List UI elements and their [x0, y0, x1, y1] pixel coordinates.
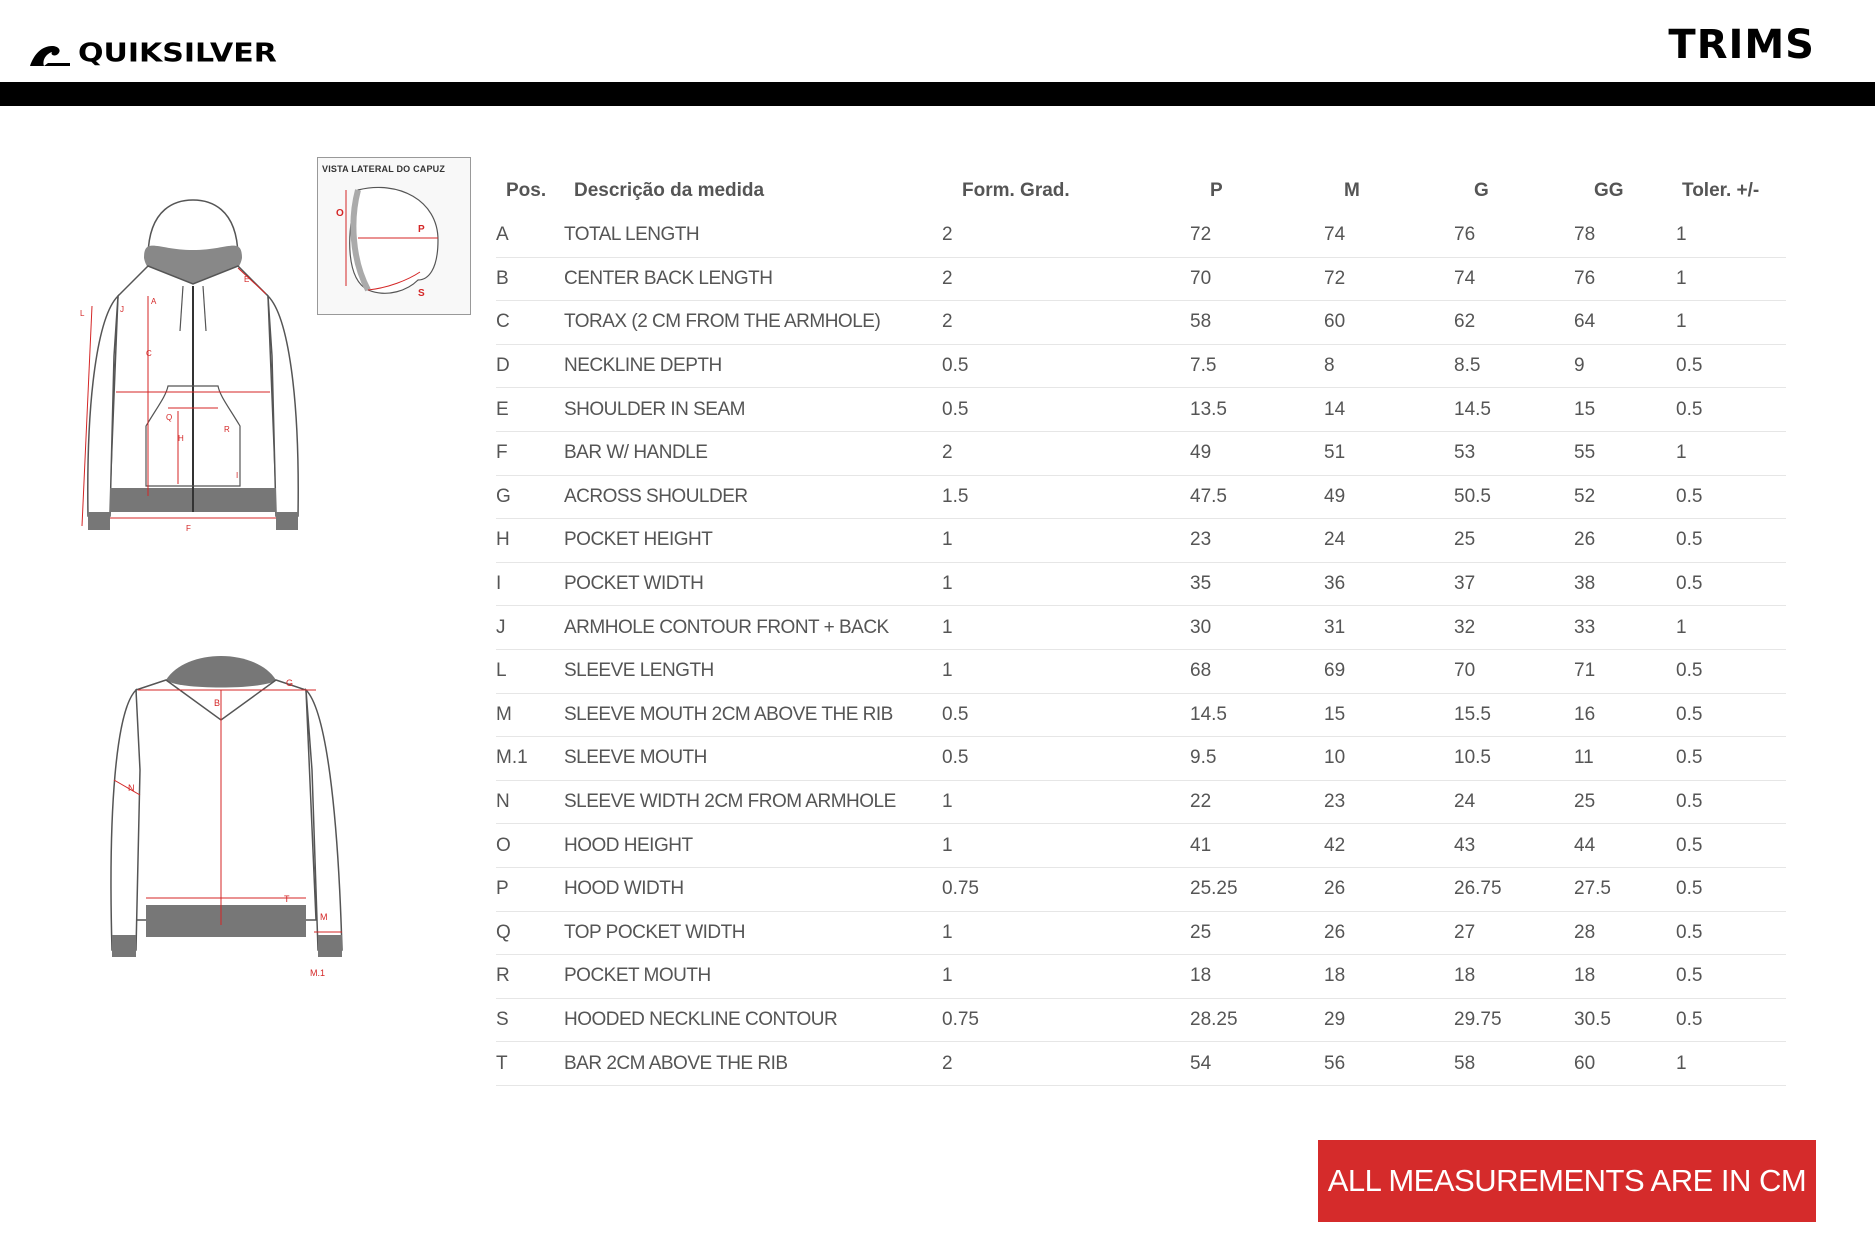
row-pos: M.1 — [496, 737, 564, 781]
row-description: POCKET WIDTH — [564, 562, 942, 606]
row-size-m: 72 — [1324, 257, 1454, 301]
row-grading: 1 — [942, 519, 1190, 563]
row-pos: T — [496, 1042, 564, 1086]
svg-text:G: G — [286, 678, 294, 688]
brand-wordmark: QUIKSILVER — [78, 38, 277, 69]
row-size-p: 7.5 — [1190, 344, 1324, 388]
hood-label-s: S — [418, 288, 425, 299]
row-size-p: 72 — [1190, 214, 1324, 257]
header-grad: Form. Grad. — [962, 180, 1070, 201]
row-size-p: 70 — [1190, 257, 1324, 301]
wave-logo-icon — [28, 40, 72, 68]
table-row — [496, 1042, 1786, 1086]
row-size-g: 29.75 — [1454, 998, 1574, 1042]
row-size-m: 18 — [1324, 955, 1454, 999]
table-row — [496, 475, 1786, 519]
row-size-g: 18 — [1454, 955, 1574, 999]
table-row — [496, 606, 1786, 650]
row-grading: 1 — [942, 562, 1190, 606]
row-pos: R — [496, 955, 564, 999]
row-size-gg: 25 — [1574, 780, 1676, 824]
row-size-g: 24 — [1454, 780, 1574, 824]
row-description: BAR W/ HANDLE — [564, 431, 942, 475]
header-size-g: G — [1474, 180, 1489, 201]
row-tolerance: 1 — [1676, 606, 1786, 650]
row-tolerance: 0.5 — [1676, 824, 1786, 868]
row-grading: 1 — [942, 649, 1190, 693]
row-size-p: 9.5 — [1190, 737, 1324, 781]
row-size-p: 47.5 — [1190, 475, 1324, 519]
row-size-g: 50.5 — [1454, 475, 1574, 519]
row-size-gg: 76 — [1574, 257, 1676, 301]
svg-text:A: A — [151, 297, 157, 306]
svg-text:T: T — [284, 894, 290, 904]
row-size-m: 8 — [1324, 344, 1454, 388]
row-size-m: 49 — [1324, 475, 1454, 519]
row-size-g: 26.75 — [1454, 867, 1574, 911]
row-pos: F — [496, 431, 564, 475]
row-pos: A — [496, 214, 564, 257]
row-pos: D — [496, 344, 564, 388]
row-size-g: 25 — [1454, 519, 1574, 563]
row-size-m: 23 — [1324, 780, 1454, 824]
svg-text:J: J — [120, 305, 124, 314]
row-description: HOODED NECKLINE CONTOUR — [564, 998, 942, 1042]
row-size-p: 35 — [1190, 562, 1324, 606]
row-size-m: 36 — [1324, 562, 1454, 606]
row-grading: 1 — [942, 606, 1190, 650]
row-size-m: 29 — [1324, 998, 1454, 1042]
row-size-gg: 28 — [1574, 911, 1676, 955]
table-row — [496, 693, 1786, 737]
row-grading: 1 — [942, 911, 1190, 955]
row-tolerance: 0.5 — [1676, 475, 1786, 519]
row-pos: I — [496, 562, 564, 606]
row-pos: B — [496, 257, 564, 301]
row-size-gg: 15 — [1574, 388, 1676, 432]
row-grading: 2 — [942, 214, 1190, 257]
row-pos: L — [496, 649, 564, 693]
row-grading: 0.75 — [942, 998, 1190, 1042]
units-note: ALL MEASUREMENTS ARE IN CM — [1327, 1163, 1807, 1198]
header-size-gg: GG — [1594, 180, 1624, 201]
row-size-m: 24 — [1324, 519, 1454, 563]
row-tolerance: 1 — [1676, 257, 1786, 301]
row-size-m: 31 — [1324, 606, 1454, 650]
table-row — [496, 911, 1786, 955]
table-row — [496, 562, 1786, 606]
row-size-gg: 64 — [1574, 301, 1676, 345]
row-description: SLEEVE LENGTH — [564, 649, 942, 693]
row-size-p: 68 — [1190, 649, 1324, 693]
row-size-p: 49 — [1190, 431, 1324, 475]
header-desc: Descrição da medida — [574, 180, 765, 201]
header-size-m: M — [1344, 180, 1360, 201]
row-size-m: 56 — [1324, 1042, 1454, 1086]
row-size-m: 15 — [1324, 693, 1454, 737]
row-size-gg: 71 — [1574, 649, 1676, 693]
row-size-m: 10 — [1324, 737, 1454, 781]
row-size-gg: 44 — [1574, 824, 1676, 868]
table-row — [496, 431, 1786, 475]
row-size-g: 43 — [1454, 824, 1574, 868]
row-size-g: 76 — [1454, 214, 1574, 257]
row-size-g: 74 — [1454, 257, 1574, 301]
header-size-p: P — [1210, 180, 1223, 201]
row-grading: 2 — [942, 431, 1190, 475]
row-pos: P — [496, 867, 564, 911]
row-tolerance: 1 — [1676, 431, 1786, 475]
row-description: TOTAL LENGTH — [564, 214, 942, 257]
row-description: SLEEVE WIDTH 2CM FROM ARMHOLE — [564, 780, 942, 824]
row-size-m: 51 — [1324, 431, 1454, 475]
row-pos: E — [496, 388, 564, 432]
row-pos: J — [496, 606, 564, 650]
row-size-g: 37 — [1454, 562, 1574, 606]
row-size-g: 14.5 — [1454, 388, 1574, 432]
row-size-g: 27 — [1454, 911, 1574, 955]
table-row — [496, 998, 1786, 1042]
row-pos: N — [496, 780, 564, 824]
row-size-gg: 60 — [1574, 1042, 1676, 1086]
svg-text:N: N — [128, 783, 135, 793]
row-tolerance: 1 — [1676, 214, 1786, 257]
row-grading: 0.5 — [942, 388, 1190, 432]
row-description: SLEEVE MOUTH — [564, 737, 942, 781]
table-header-row — [496, 168, 1786, 214]
hood-side-view-title: VISTA LATERAL DO CAPUZ — [322, 164, 446, 174]
row-description: NECKLINE DEPTH — [564, 344, 942, 388]
row-size-g: 10.5 — [1454, 737, 1574, 781]
svg-text:E: E — [244, 275, 250, 284]
row-size-g: 62 — [1454, 301, 1574, 345]
hood-label-o: O — [336, 208, 344, 219]
row-size-m: 60 — [1324, 301, 1454, 345]
svg-text:B: B — [214, 698, 221, 708]
svg-text:C: C — [146, 349, 152, 358]
row-grading: 1 — [942, 955, 1190, 999]
row-tolerance: 0.5 — [1676, 911, 1786, 955]
row-pos: O — [496, 824, 564, 868]
row-tolerance: 0.5 — [1676, 693, 1786, 737]
table-row — [496, 257, 1786, 301]
row-size-p: 13.5 — [1190, 388, 1324, 432]
row-tolerance: 0.5 — [1676, 562, 1786, 606]
row-size-gg: 38 — [1574, 562, 1676, 606]
row-grading: 0.75 — [942, 867, 1190, 911]
svg-text:R: R — [224, 425, 230, 434]
svg-text:L: L — [80, 309, 85, 318]
row-description: HOOD WIDTH — [564, 867, 942, 911]
row-grading: 2 — [942, 257, 1190, 301]
row-grading: 1 — [942, 824, 1190, 868]
row-size-m: 26 — [1324, 911, 1454, 955]
row-size-p: 58 — [1190, 301, 1324, 345]
hood-side-view — [317, 157, 471, 315]
svg-text:Q: Q — [166, 413, 173, 422]
measurement-table — [496, 168, 1786, 1086]
row-tolerance: 0.5 — [1676, 344, 1786, 388]
table-row — [496, 780, 1786, 824]
row-description: POCKET MOUTH — [564, 955, 942, 999]
row-size-p: 23 — [1190, 519, 1324, 563]
page-title: TRIMS — [1668, 22, 1815, 68]
row-size-gg: 26 — [1574, 519, 1676, 563]
row-size-gg: 78 — [1574, 214, 1676, 257]
svg-text:M.1: M.1 — [310, 968, 326, 978]
row-grading: 1.5 — [942, 475, 1190, 519]
row-description: CENTER BACK LENGTH — [564, 257, 942, 301]
header-divider — [0, 82, 1875, 106]
row-pos: G — [496, 475, 564, 519]
units-note-box — [1318, 1140, 1816, 1222]
row-size-gg: 55 — [1574, 431, 1676, 475]
table-row — [496, 824, 1786, 868]
table-row — [496, 955, 1786, 999]
row-size-gg: 18 — [1574, 955, 1676, 999]
row-size-m: 14 — [1324, 388, 1454, 432]
svg-text:F: F — [186, 524, 191, 533]
row-size-p: 22 — [1190, 780, 1324, 824]
row-description: HOOD HEIGHT — [564, 824, 942, 868]
row-tolerance: 0.5 — [1676, 737, 1786, 781]
row-description: TORAX (2 CM FROM THE ARMHOLE) — [564, 301, 942, 345]
row-size-m: 26 — [1324, 867, 1454, 911]
row-description: SHOULDER IN SEAM — [564, 388, 942, 432]
row-size-gg: 11 — [1574, 737, 1676, 781]
row-size-g: 70 — [1454, 649, 1574, 693]
row-tolerance: 0.5 — [1676, 649, 1786, 693]
row-pos: M — [496, 693, 564, 737]
row-size-m: 42 — [1324, 824, 1454, 868]
row-tolerance: 0.5 — [1676, 867, 1786, 911]
row-tolerance: 0.5 — [1676, 780, 1786, 824]
row-grading: 0.5 — [942, 693, 1190, 737]
table-row — [496, 388, 1786, 432]
row-size-p: 28.25 — [1190, 998, 1324, 1042]
hoodie-front-sketch — [78, 196, 308, 541]
brand-logo — [28, 34, 277, 74]
row-size-p: 14.5 — [1190, 693, 1324, 737]
row-description: SLEEVE MOUTH 2CM ABOVE THE RIB — [564, 693, 942, 737]
row-size-gg: 16 — [1574, 693, 1676, 737]
row-grading: 0.5 — [942, 737, 1190, 781]
svg-text:H: H — [178, 434, 184, 443]
row-grading: 1 — [942, 780, 1190, 824]
row-size-gg: 30.5 — [1574, 998, 1676, 1042]
row-size-p: 18 — [1190, 955, 1324, 999]
row-size-p: 25.25 — [1190, 867, 1324, 911]
row-description: BAR 2CM ABOVE THE RIB — [564, 1042, 942, 1086]
row-size-g: 15.5 — [1454, 693, 1574, 737]
row-size-p: 41 — [1190, 824, 1324, 868]
row-pos: Q — [496, 911, 564, 955]
row-size-p: 30 — [1190, 606, 1324, 650]
row-description: TOP POCKET WIDTH — [564, 911, 942, 955]
row-pos: C — [496, 301, 564, 345]
row-size-g: 58 — [1454, 1042, 1574, 1086]
row-size-gg: 9 — [1574, 344, 1676, 388]
row-description: POCKET HEIGHT — [564, 519, 942, 563]
row-pos: H — [496, 519, 564, 563]
row-tolerance: 0.5 — [1676, 388, 1786, 432]
table-row — [496, 214, 1786, 257]
row-tolerance: 0.5 — [1676, 519, 1786, 563]
row-size-gg: 33 — [1574, 606, 1676, 650]
table-row — [496, 344, 1786, 388]
row-grading: 2 — [942, 1042, 1190, 1086]
row-size-gg: 27.5 — [1574, 867, 1676, 911]
hoodie-back-sketch — [106, 650, 346, 980]
header-tolerance: Toler. +/- — [1682, 180, 1760, 201]
svg-text:I: I — [236, 471, 239, 480]
row-description: ACROSS SHOULDER — [564, 475, 942, 519]
table-row — [496, 867, 1786, 911]
row-size-g: 53 — [1454, 431, 1574, 475]
row-size-m: 74 — [1324, 214, 1454, 257]
svg-text:M: M — [320, 912, 328, 922]
row-size-p: 54 — [1190, 1042, 1324, 1086]
table-row — [496, 737, 1786, 781]
row-size-m: 69 — [1324, 649, 1454, 693]
row-size-p: 25 — [1190, 911, 1324, 955]
header-pos: Pos. — [506, 180, 547, 201]
row-grading: 0.5 — [942, 344, 1190, 388]
row-tolerance: 0.5 — [1676, 998, 1786, 1042]
row-tolerance: 1 — [1676, 301, 1786, 345]
table-row — [496, 301, 1786, 345]
row-size-gg: 52 — [1574, 475, 1676, 519]
row-size-g: 8.5 — [1454, 344, 1574, 388]
row-tolerance: 0.5 — [1676, 955, 1786, 999]
row-tolerance: 1 — [1676, 1042, 1786, 1086]
hood-label-p: P — [418, 224, 425, 235]
row-pos: S — [496, 998, 564, 1042]
row-description: ARMHOLE CONTOUR FRONT + BACK — [564, 606, 942, 650]
row-grading: 2 — [942, 301, 1190, 345]
table-row — [496, 519, 1786, 563]
row-size-g: 32 — [1454, 606, 1574, 650]
table-row — [496, 649, 1786, 693]
